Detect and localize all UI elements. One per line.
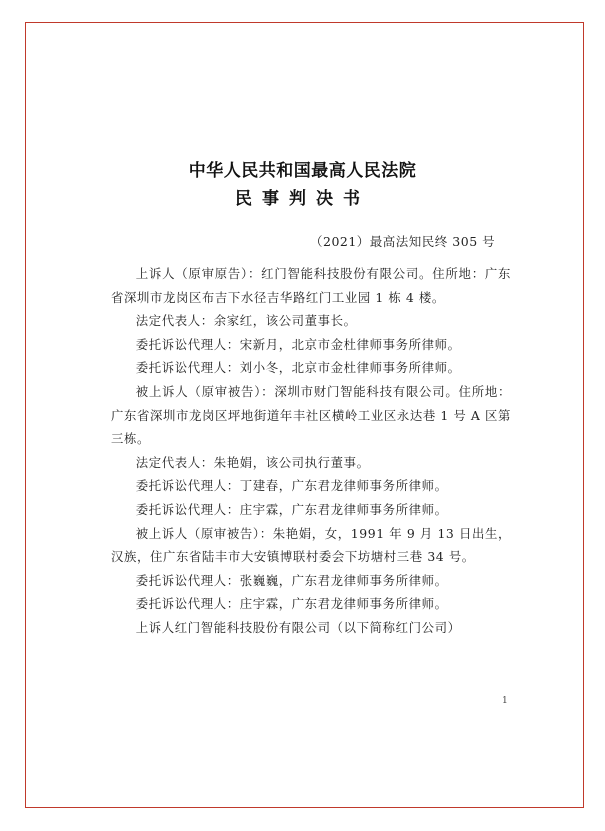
paragraph-appellee-agent-1: 委托诉讼代理人：丁建春，广东君龙律师事务所律师。 bbox=[135, 478, 448, 494]
paragraph-appellee-person: 被上诉人（原审被告）：朱艳娟，女，1991 年 9 月 13 日出生，汉族，住广东省陆丰市大安镇博联村委会下坊塘村三巷 34 号。 bbox=[111, 525, 511, 565]
paragraph-appellant-agent-1: 委托诉讼代理人：宋新月，北京市金杜律师事务所律师。 bbox=[135, 336, 461, 352]
paragraph-appellant: 上诉人（原审原告）：红门智能科技股份有限公司。住所地：广东省深圳市龙岗区布吉下水径吉华路红门工业园 1 栋 4 楼。 bbox=[111, 266, 511, 305]
court-title: 中华人民共和国最高人民法院 bbox=[188, 161, 417, 181]
judgment-body bbox=[111, 262, 511, 640]
paragraph-appellee-person-agent-2: 委托诉讼代理人：庄宇霖，广东君龙律师事务所律师。 bbox=[135, 596, 448, 612]
paragraph-appellant-agent-2: 委托诉讼代理人：刘小冬，北京市金杜律师事务所律师。 bbox=[135, 360, 461, 376]
paragraph-appellee-agent-2: 委托诉讼代理人：庄宇霖，广东君龙律师事务所律师。 bbox=[135, 501, 448, 517]
paragraph-appellee-person-agent-1: 委托诉讼代理人：张巍巍，广东君龙律师事务所律师。 bbox=[135, 572, 448, 588]
page-number: 1 bbox=[502, 696, 508, 706]
paragraph-appellee-company: 被上诉人（原审被告）：深圳市财门智能科技有限公司。住所地：广东省深圳市龙岗区坪地街道年丰社区横岭工业区永达巷 1 号 A 区第三栋。 bbox=[111, 383, 511, 447]
paragraph-appellant-representative: 法定代表人：余家红，该公司董事长。 bbox=[135, 313, 357, 329]
document-type-title: 民事判决书 bbox=[235, 189, 370, 209]
paragraph-appellee-representative: 法定代表人：朱艳娟，该公司执行董事。 bbox=[135, 454, 370, 470]
paragraph-summary-start: 上诉人红门智能科技股份有限公司（以下简称红门公司） bbox=[135, 619, 461, 635]
case-number: （2021）最高法知民终 305 号 bbox=[310, 234, 496, 249]
